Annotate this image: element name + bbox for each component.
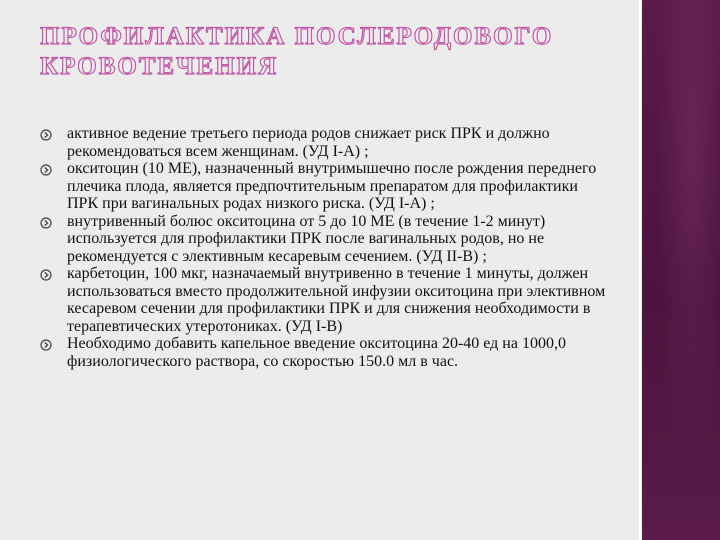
circled-arrow-bullet-icon [40,339,52,351]
list-item-text: активное ведение третьего периода родов снижает риск ПРК и должно рекомендоваться всем женщинам. (УД I-А) ; [67,125,550,160]
circled-arrow-bullet-icon [40,129,52,141]
circled-arrow-bullet-icon [40,217,52,229]
list-item-text: карбетоцин, 100 мкг, назначаемый внутривенно в течение 1 минуты, должен использоваться вместо продолжительной инфузии окситоцина при элективном кесаревом сечении для профилактики ПРК и для снижения необходимости в терапевтических утеротониках. (УД I-В) [67,265,606,335]
sidebar-divider [639,0,641,540]
list-item [40,160,610,213]
list-item-text: окситоцин (10 МЕ), назначенный внутримышечно после рождения переднего плечика плода, является предпочтительным препаратом для профилактики ПРК при вагинальных родах низкого риска. (УД I-А) ; [67,160,597,212]
sidebar-glow [650,0,720,540]
slide-title: ПРОФИЛАКТИКА ПОСЛЕРОДОВОГО КРОВОТЕЧЕНИЯ [40,23,554,80]
circled-arrow-bullet-icon [40,164,52,176]
bullet-list [40,125,610,370]
circled-arrow-bullet-icon [40,269,52,281]
list-item [40,335,610,370]
list-item-text: Необходимо добавить капельное введение окситоцина 20-40 ед на 1000,0 физиологического раствора, со скоростью 150.0 мл в час. [67,335,566,370]
list-item [40,265,610,335]
list-item [40,125,610,160]
list-item [40,213,610,266]
list-item-text: внутривенный болюс окситоцина от 5 до 10 МЕ (в течение 1-2 минут) используется для профилактики ПРК после вагинальных родов, но не рекомендуется с элективным кесаревым сечением. (УД II-В) ; [67,212,546,265]
